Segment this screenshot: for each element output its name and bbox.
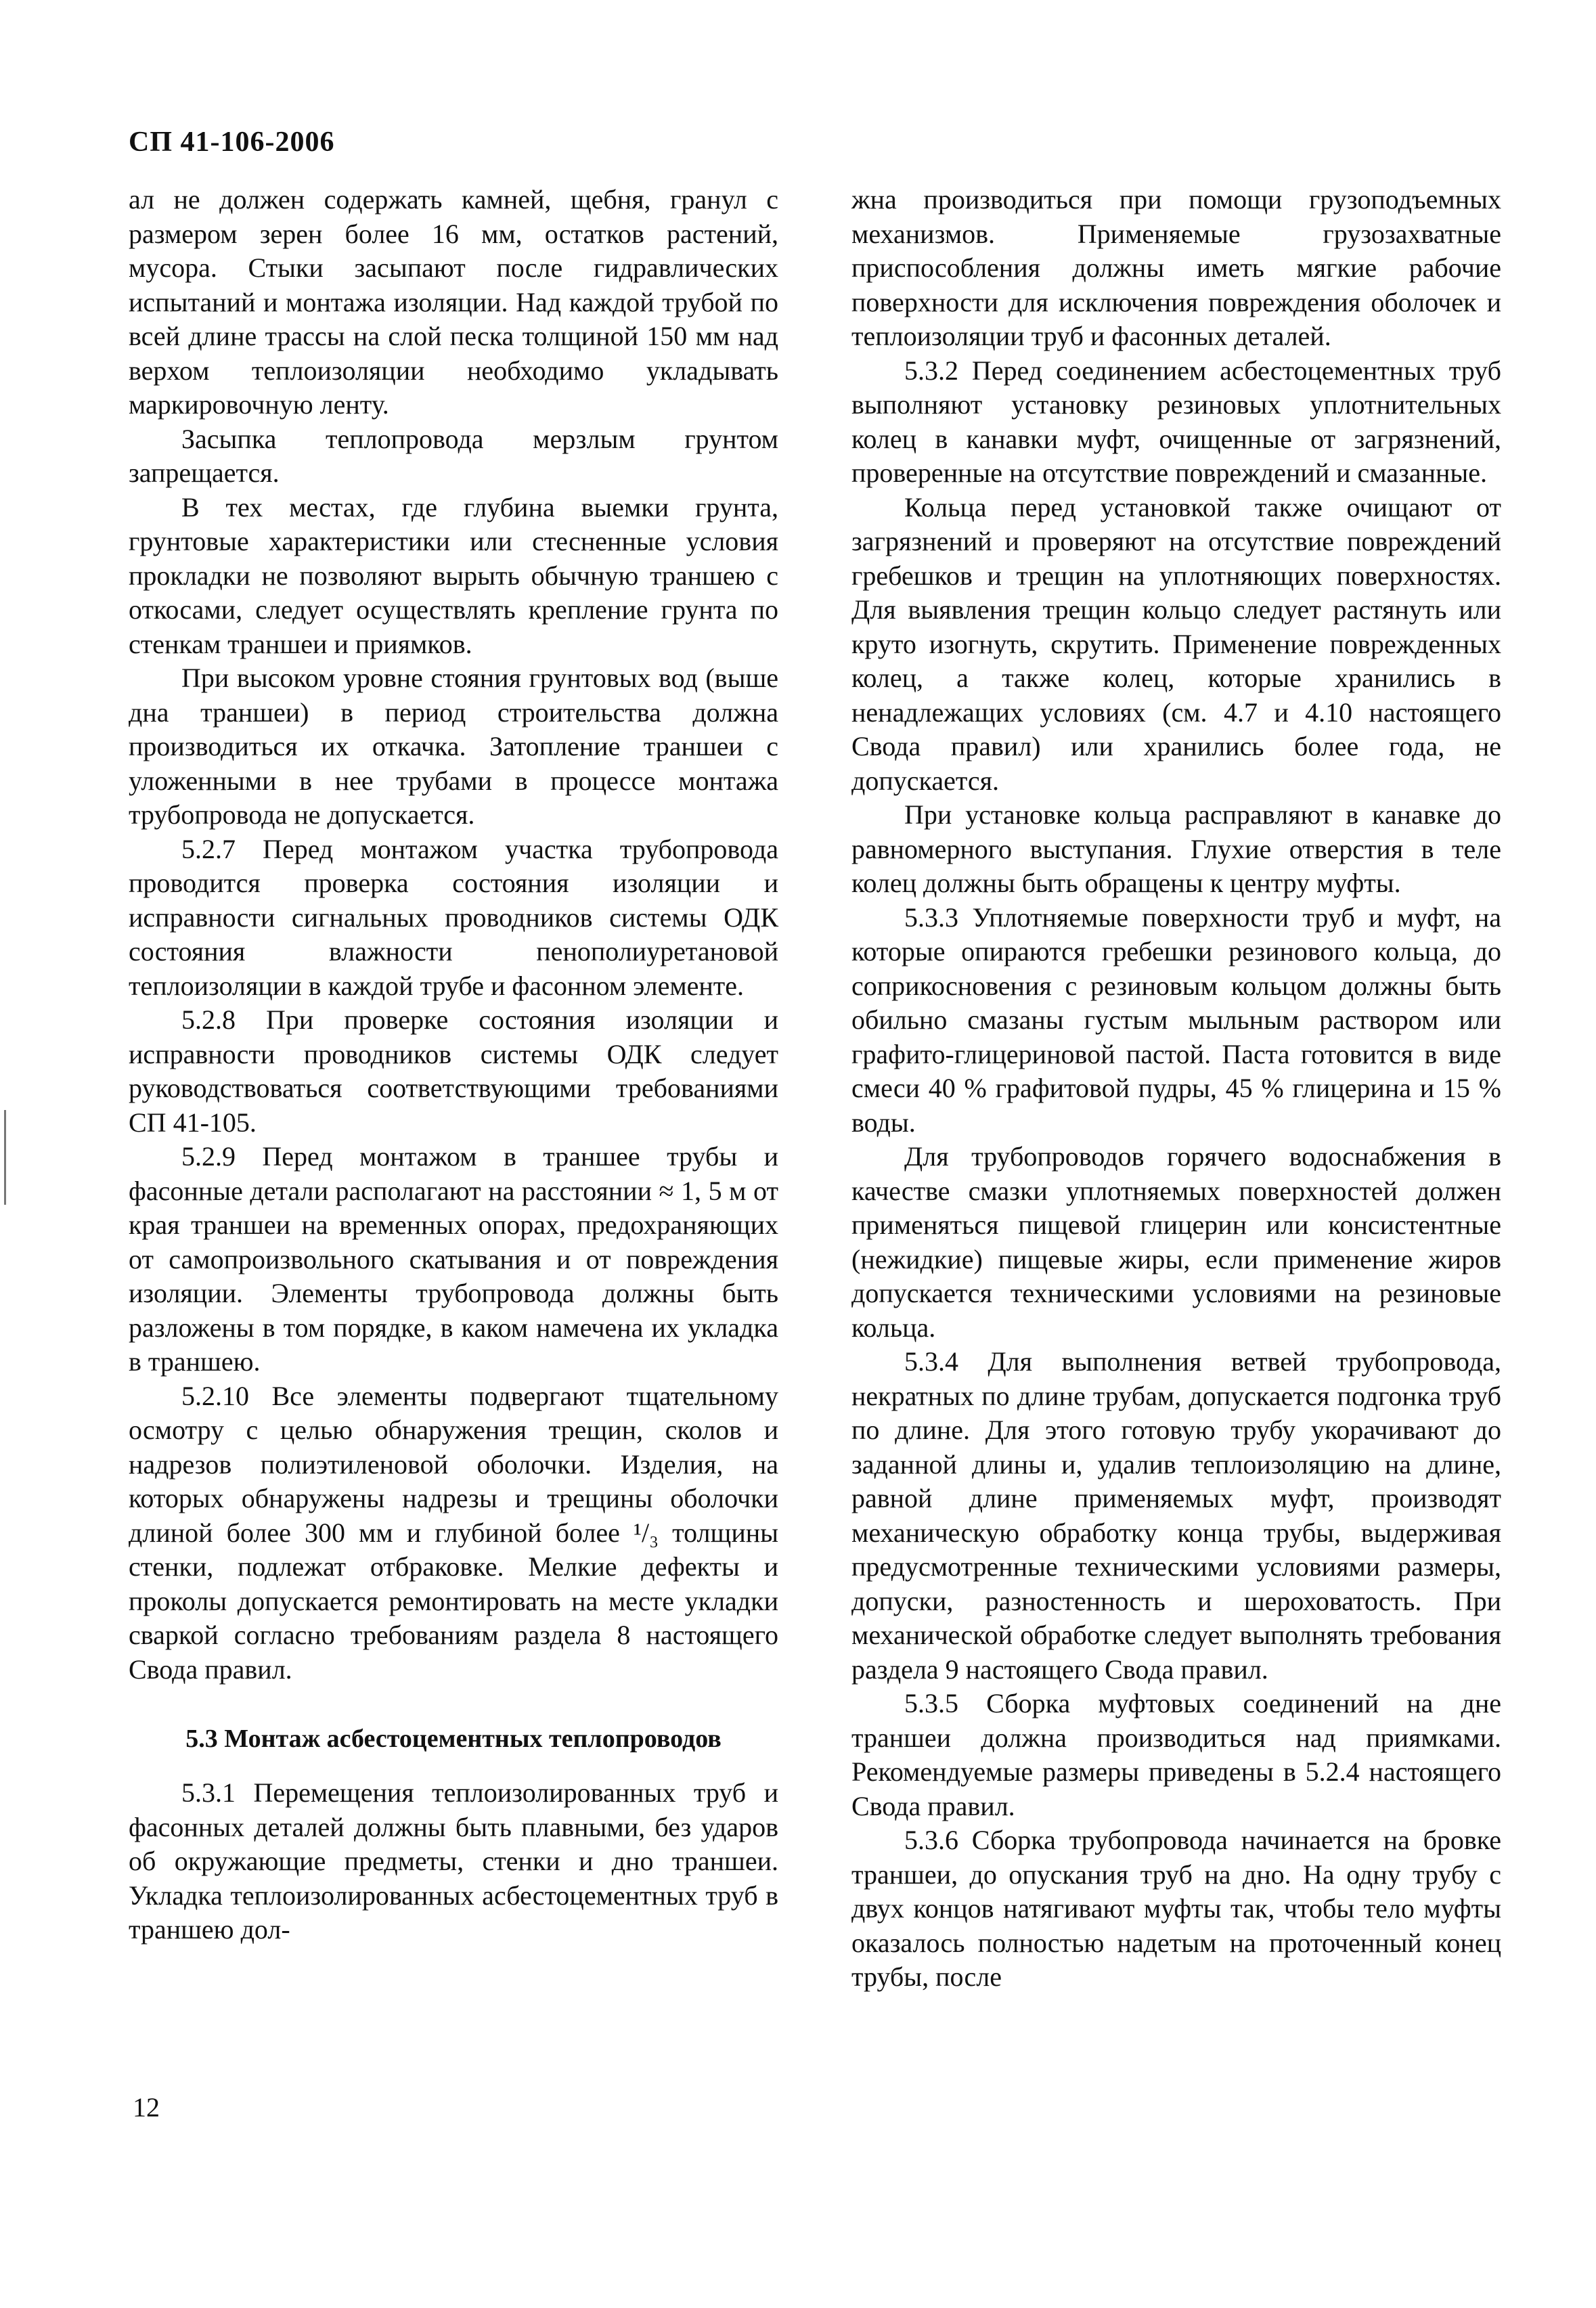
paragraph: Засыпка теплопровода мерзлым грунтом запрещается. [129, 423, 778, 488]
paragraph: Кольца перед установкой также очищают от загрязнений и проверяют на отсутствие повреждений гребешков и трещин на уплотняющих поверхностях. Для выявления трещин кольцо следует растянуть или круто изогнуть, скрутить. Применение поврежденных колец, а также колец, которые хранились в ненадлежащих условиях (см. 4.7 и 4.10 настоящего Свода правил) или хранились более года, не допускается. [851, 491, 1501, 796]
paragraph: При высоком уровне стояния грунтовых вод (выше дна траншеи) в период строительства должна производиться их откачка. Затопление траншеи с уложенными в нее трубами в процессе монтажа трубопровода не допускается. [129, 663, 778, 830]
left-column [129, 183, 778, 1947]
paragraph-5-2-9: 5.2.9 Перед монтажом в траншее трубы и фасонные детали располагают на расстоянии ≈ 1, 5 м от края траншеи на временных опорах, предохраняющих от самопроизвольного скатывания и от повреждения изоляции. Элементы трубопровода должны быть разложены в том порядке, в каком намечена их укладка в траншею. [129, 1141, 778, 1377]
scan-margin-mark [4, 1110, 6, 1205]
paragraph-5-3-1: 5.3.1 Перемещения теплоизолированных труб и фасонных деталей должны быть плавными, без ударов об окружающие предметы, стенки и дно траншеи. Укладка теплоизолированных асбестоцементных труб в траншею дол- [129, 1777, 778, 1945]
paragraph-5-2-10: 5.2.10 Все элементы подвергают тщательному осмотру с целью обнаружения трещин, сколов и надрезов полиэтиленовой оболочки. Изделия, на которых обнаружены надрезы и трещины оболочки длиной более 300 мм и глубиной более ¹/₃ толщины стенки, подлежат отбраковке. Мелкие дефекты и проколы допускается ремонтировать на месте укладки сваркой согласно требованиям раздела 8 настоящего Свода правил. [129, 1380, 778, 1685]
paragraph-5-3-3: 5.3.3 Уплотняемые поверхности труб и муфт, на которые опираются гребешки резинового кольца, до соприкосновения с резиновым кольцом должны быть обильно смазаны густым мыльным раствором или графито-глицериновой пастой. Паста готовится в виде смеси 40 % графитовой пудры, 45 % глицерина и 15 % воды. [851, 902, 1501, 1138]
paragraph: При установке кольца расправляют в канавке до равномерного выступания. Глухие отверстия в теле колец должны быть обращены к центру муфты. [851, 799, 1501, 898]
paragraph: В тех местах, где глубина выемки грунта, грунтовые характеристики или стесненные условия прокладки не позволяют вырыть обычную траншею с откосами, следует осуществлять крепление грунта по стенкам траншеи и приямков. [129, 491, 778, 659]
paragraph-5-2-7: 5.2.7 Перед монтажом участка трубопровода проводится проверка состояния изоляции и исправности сигнальных проводников системы ОДК состояния влажности пенополиуретановой теплоизоляции в каждой трубе и фасонном элементе. [129, 833, 778, 1001]
paragraph-5-3-4: 5.3.4 Для выполнения ветвей трубопровода, некратных по длине трубам, допускается подгонка труб по длине. Для этого готовую трубу укорачивают до заданной длины и, удалив теплоизоляцию на длине, равной длине применяемых муфт, производят механическую обработку конца трубы, выдерживая предусмотренные техническими условиями размеры, допуски, разностенность и шероховатость. При механической обработке следует выполнять требования раздела 9 настоящего Свода правил. [851, 1346, 1501, 1685]
page-number: 12 [133, 2092, 160, 2123]
section-heading-5-3: 5.3 Монтаж асбестоцементных теплопроводов [185, 1725, 722, 1753]
paragraph: Для трубопроводов горячего водоснабжения в качестве смазки уплотняемых поверхностей должен применяться пищевой глицерин или консистентные (нежидкие) пищевые жиры, если применение жиров допускается техническими условиями на резиновые кольца. [851, 1141, 1501, 1343]
paragraph-5-2-8: 5.2.8 При проверке состояния изоляции и исправности проводников системы ОДК следует руководствоваться соответствующими требованиями СП 41-105. [129, 1004, 778, 1138]
paragraph-5-3-5: 5.3.5 Сборка муфтовых соединений на дне траншеи должна производиться над приямками. Рекомендуемые размеры приведены в 5.2.4 настоящего Свода правил. [851, 1688, 1501, 1821]
paragraph-5-3-2: 5.3.2 Перед соединением асбестоцементных труб выполняют установку резиновых уплотнительных колец в канавки муфт, очищенные от загрязнений, проверенные на отсутствие повреждений и смазанные. [851, 355, 1501, 488]
paragraph-5-3-6: 5.3.6 Сборка трубопровода начинается на бровке траншеи, до опускания труб на дно. На одну трубу с двух концов натягивают муфты так, чтобы тело муфты оказалось полностью надетым на проточенный конец трубы, после [851, 1825, 1501, 1992]
paragraph-continuation: жна производиться при помощи грузоподъемных механизмов. Применяемые грузозахватные приспособления должны иметь мягкие рабочие поверхности для исключения повреждения оболочек и теплоизоляции труб и фасонных деталей. [851, 184, 1501, 351]
paragraph: ал не должен содержать камней, щебня, гранул с размером зерен более 16 мм, остатков растений, мусора. Стыки засыпают после гидравлических испытаний и монтажа изоляции. Над каждой трубой по всей длине трассы на слой песка толщиной 150 мм над верхом теплоизоляции необходимо укладывать маркировочную ленту. [129, 184, 778, 420]
right-column [851, 183, 1501, 1995]
document-code: СП 41-106-2006 [129, 127, 335, 158]
